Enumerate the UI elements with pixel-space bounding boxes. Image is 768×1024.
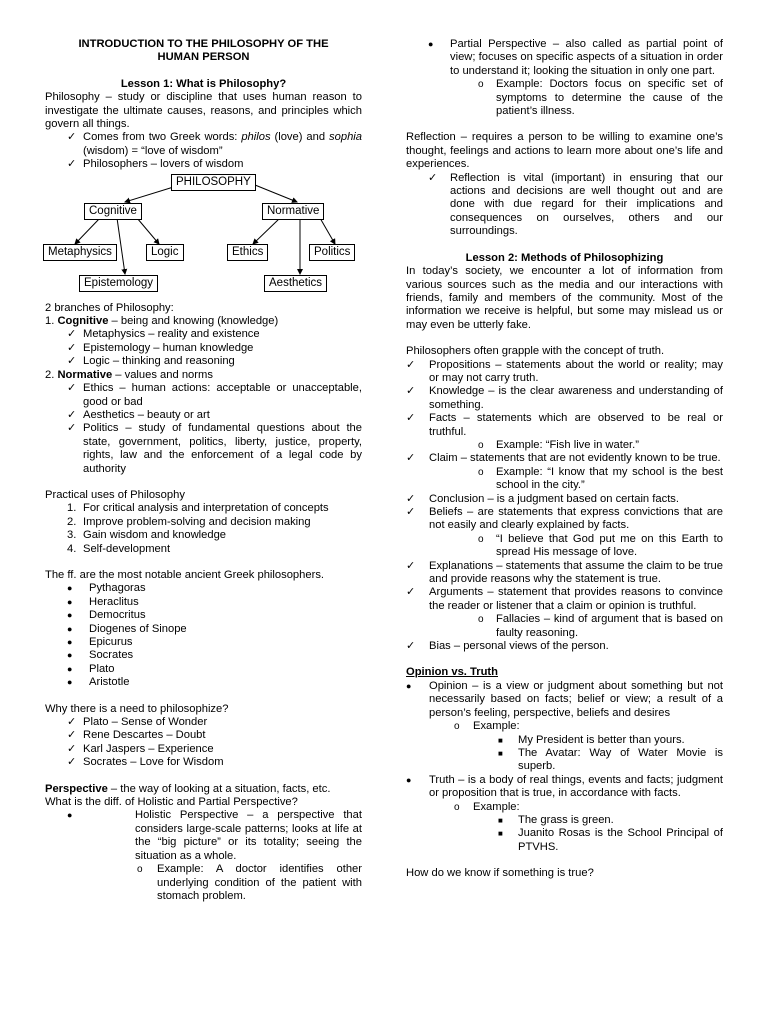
list-item: ● Epicurus <box>67 636 133 648</box>
title-line-2: HUMAN PERSON <box>157 51 250 64</box>
check-icon: ✓ <box>406 492 416 505</box>
check-icon: ✓ <box>406 412 416 425</box>
list-item: 2. Improve problem-solving and decision making <box>67 515 311 528</box>
greeks-heading: The ff. are the most notable ancient Greek philosophers. <box>45 568 325 581</box>
check-icon: ✓ <box>67 729 77 742</box>
opinion-item: ● Opinion – is a view or judgment about something but not necessarily based on facts; belief or view; a result of a person’s feeling, perspective, beliefs and desires <box>406 679 723 719</box>
check-icon: ✓ <box>67 742 77 755</box>
check-icon: ✓ <box>428 171 438 184</box>
partial-item: ● Partial Perspective – also called as partial point of view; focuses on specific aspects of a situation in order to understand it; looking the situation in only one part. <box>428 38 723 77</box>
branches-intro: 2 branches of Philosophy: <box>45 301 174 314</box>
diagram-node-aesthetics: Aesthetics <box>264 275 327 292</box>
list-item: o “I believe that God put me on this Earth to spread His message of love. <box>478 532 723 559</box>
truth-intro: Philosophers often grapple with the concept of truth. <box>406 345 665 358</box>
square-bullet-icon: ■ <box>498 829 503 839</box>
truth-example-label: o Example: <box>454 800 520 813</box>
list-item: o Fallacies – kind of argument that is based on faulty reasoning. <box>478 613 723 639</box>
philosophers-lovers-item: ✓ Philosophers – lovers of wisdom <box>67 158 244 171</box>
list-item: ✓ Logic – thinking and reasoning <box>67 355 235 368</box>
bullet-icon: ● <box>67 610 73 621</box>
connector-cognitive-logic <box>137 218 159 244</box>
list-item: ✓ Socrates – Love for Wisdom <box>67 756 224 769</box>
diagram-node-cognitive: Cognitive <box>84 203 142 220</box>
list-item: ✓ Plato – Sense of Wonder <box>67 716 208 729</box>
check-icon: ✓ <box>67 408 77 421</box>
opinion-heading: Opinion vs. Truth <box>406 666 498 679</box>
list-item: ■ The Avatar: Way of Water Movie is superb. <box>498 746 723 773</box>
circle-icon: o <box>137 864 143 876</box>
diagram-node-normative: Normative <box>262 203 324 220</box>
list-item: ✓ Politics – study of fundamental questions about the state, government, politics, liberty, justice, property, rights, law and the enforcement of a legal code by authority <box>67 422 362 475</box>
bullet-icon: ● <box>67 637 73 647</box>
bullet-icon: ● <box>67 810 73 821</box>
circle-icon: o <box>478 466 484 478</box>
left-column <box>45 38 362 903</box>
list-item: ✓ Epistemology – human knowledge <box>67 341 254 354</box>
reflection-item: ✓ Reflection is vital (important) in ensuring that our actions and decisions are well thought out and are done with due regard for their implications and consequences on ourselves, others and our surroundings. <box>428 171 723 238</box>
circle-icon: o <box>454 721 460 733</box>
check-icon: ✓ <box>67 328 77 341</box>
list-item: ✓ Explanations – statements that assume the claim to be true and provide reasons why the statement is true. <box>406 559 723 586</box>
diagram-node-politics: Politics <box>309 244 355 261</box>
check-icon: ✓ <box>406 385 416 398</box>
diagram-node-logic: Logic <box>146 244 184 261</box>
check-icon: ✓ <box>67 131 77 144</box>
connector-root-normative <box>255 185 297 202</box>
final-question: How do we know if something is true? <box>406 867 594 880</box>
list-item: ● Socrates <box>67 649 134 662</box>
check-icon: ✓ <box>67 341 77 354</box>
opinion-example-label: o Example: <box>454 720 520 733</box>
check-icon: ✓ <box>67 158 77 171</box>
lesson2-heading: Lesson 2: Methods of Philosophizing <box>465 251 664 264</box>
list-item: ● Democritus <box>67 609 146 622</box>
bullet-icon: ● <box>406 774 412 785</box>
square-bullet-icon: ■ <box>498 815 503 825</box>
list-item: ✓ Knowledge – is the clear awareness and understanding of something. <box>406 385 723 411</box>
bullet-icon: ● <box>67 677 73 688</box>
philosophy-diagram <box>45 176 375 296</box>
diagram-node-epistemology: Epistemology <box>79 275 158 292</box>
diagram-node-metaphysics: Metaphysics <box>43 244 117 261</box>
circle-icon: o <box>478 439 484 451</box>
list-item: o Example: “I know that my school is the best school in the city.” <box>478 465 723 492</box>
bullet-icon: ● <box>67 623 73 634</box>
bullet-icon: ● <box>406 680 412 691</box>
list-item: ✓ Conclusion – is a judgment based on certain facts. <box>406 492 679 505</box>
list-item: ✓ Claim – statements that are not evidently known to be true. <box>406 452 721 465</box>
holistic-example: o Example: A doctor identifies other underlying condition of the patient with stomach problem. <box>137 863 362 902</box>
check-icon: ✓ <box>406 452 416 465</box>
holistic-question: What is the diff. of Holistic and Partial Perspective? <box>45 796 298 809</box>
bullet-icon: ● <box>67 596 73 607</box>
list-item: ✓ Bias – personal views of the person. <box>406 640 609 653</box>
check-icon: ✓ <box>406 358 416 371</box>
list-item: 4. Self-development <box>67 542 171 555</box>
list-item: ✓ Rene Descartes – Doubt <box>67 729 206 742</box>
partial-example: o Example: Doctors focus on specific set of symptoms to determine the cause of the patient’s illness. <box>478 78 723 118</box>
list-item: ■ Juanito Rosas is the School Principal of PTVHS. <box>498 827 723 853</box>
page-title <box>45 38 362 65</box>
list-item: ✓ Propositions – statements about the world or reality; may or may not carry truth. <box>406 358 723 384</box>
circle-icon: o <box>478 614 484 626</box>
list-item: ● Diogenes of Sinope <box>67 622 187 635</box>
philosophy-definition: Philosophy – study or discipline that uses human reason to investigate the ultimate causes, reasons, and principles which govern all things. <box>45 91 362 131</box>
cognitive-branch: 1. Cognitive – being and knowing (knowledge) <box>45 315 279 328</box>
why-heading: Why there is a need to philosophize? <box>45 702 229 715</box>
circle-icon: o <box>478 533 484 545</box>
reflection-definition: Reflection – requires a person to be willing to examine one’s thought, feelings and actions to learn more about one’s life and experiences. <box>406 131 723 171</box>
holistic-item: ● Holistic Perspective – a perspective that considers large-scale patterns; looks at life at the “big picture” or its totality; seeing the situation as a whole. <box>67 809 362 862</box>
list-item: 3. Gain wisdom and knowledge <box>67 529 227 542</box>
lesson1-heading: Lesson 1: What is Philosophy? <box>120 77 287 90</box>
square-bullet-icon: ■ <box>498 748 503 758</box>
title-line-1: INTRODUCTION TO THE PHILOSOPHY OF THE <box>78 38 329 50</box>
connector-normative-ethics <box>253 218 280 244</box>
list-item: ● Plato <box>67 662 115 675</box>
bullet-icon: ● <box>428 39 434 49</box>
list-item: ✓ Beliefs – are statements that express convictions that are not easily and clearly explained by facts. <box>406 506 723 532</box>
list-item: ● Pythagoras <box>67 582 146 595</box>
list-item: ✓ Aesthetics – beauty or art <box>67 408 210 421</box>
circle-icon: o <box>478 79 484 91</box>
diagram-node-ethics: Ethics <box>227 244 268 261</box>
bullet-icon: ● <box>67 663 73 674</box>
list-item: 1. For critical analysis and interpretation of concepts <box>67 502 329 515</box>
check-icon: ✓ <box>67 422 77 435</box>
list-item: ● Heraclitus <box>67 595 139 608</box>
check-icon: ✓ <box>406 559 416 572</box>
right-column <box>406 38 723 881</box>
check-icon: ✓ <box>406 586 416 599</box>
list-item: ■ My President is better than yours. <box>498 733 685 746</box>
connector-normative-politics <box>320 218 335 244</box>
list-item: ✓ Facts – statements which are observed to be real or truthful. <box>406 412 723 438</box>
diagram-node-philosophy: PHILOSOPHY <box>171 174 256 191</box>
connector-cognitive-metaphysics <box>75 218 100 244</box>
list-item: ✓ Arguments – statement that provides reasons to convince the reader or listener that a claim or opinion is truthful. <box>406 586 723 612</box>
list-item: ✓ Ethics – human actions: acceptable or unacceptable, good or bad <box>67 382 362 408</box>
check-icon: ✓ <box>67 355 77 368</box>
connector-cognitive-epistemology <box>117 218 125 274</box>
list-item: o Example: “Fish live in water.” <box>478 438 639 451</box>
check-icon: ✓ <box>406 506 416 518</box>
circle-icon: o <box>454 801 460 813</box>
check-icon: ✓ <box>67 756 77 769</box>
practical-heading: Practical uses of Philosophy <box>45 488 185 501</box>
bullet-icon: ● <box>67 650 73 661</box>
check-icon: ✓ <box>67 382 77 395</box>
bullet-icon: ● <box>67 583 73 594</box>
square-bullet-icon: ■ <box>498 735 503 745</box>
lesson2-intro: In today’s society, we encounter a lot of information from various sources such as the media and our interactions with friends, family and members of the community. Most of the information we receive is helpful, but some may mislead us or may even be utterly fake. <box>406 265 723 331</box>
perspective-definition: Perspective – the way of looking at a situation, facts, etc. <box>45 782 331 795</box>
check-icon: ✓ <box>406 640 416 653</box>
list-item: ■ The grass is green. <box>498 813 614 826</box>
list-item: ● Aristotle <box>67 676 130 689</box>
list-item: ✓ Metaphysics – reality and existence <box>67 328 260 341</box>
check-icon: ✓ <box>67 716 77 729</box>
normative-branch: 2. Normative – values and norms <box>45 368 213 381</box>
greek-words-item: ✓ Comes from two Greek words: philos (love) and sophia (wisdom) = “love of wisdom” <box>67 131 362 157</box>
list-item: ✓ Karl Jaspers – Experience <box>67 742 214 755</box>
truth-item: ● Truth – is a body of real things, events and facts; judgment or proposition that is true, in accordance with facts. <box>406 773 723 800</box>
